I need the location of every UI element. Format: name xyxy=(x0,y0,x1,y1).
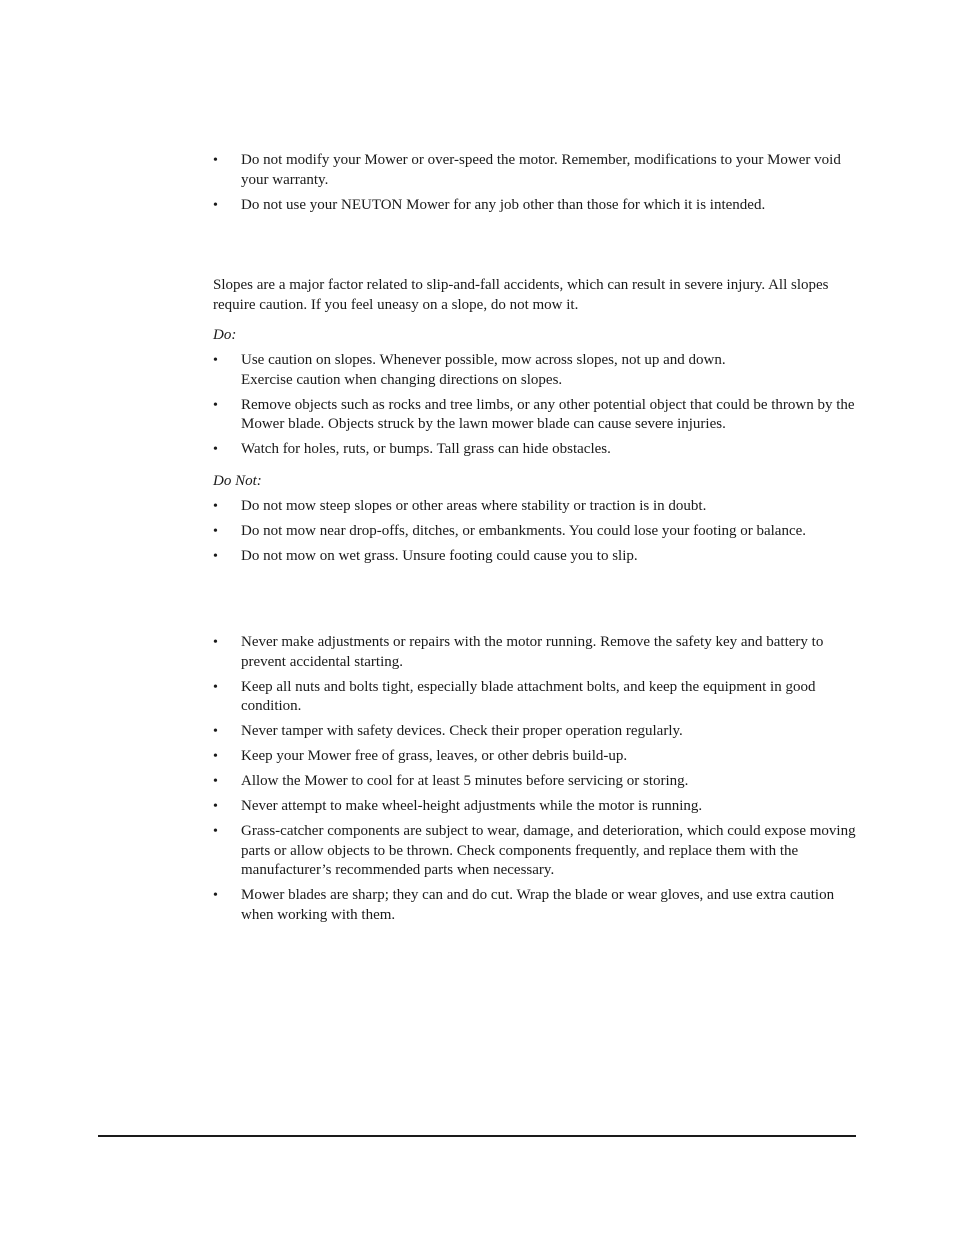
slopes-section xyxy=(213,276,858,315)
maintenance-section xyxy=(213,633,858,931)
list-item: • Use caution on slopes. Whenever possible, mow across slopes, not up and down. Exercise caution when changing directions on slopes. xyxy=(213,351,858,390)
footer-rule xyxy=(98,1135,856,1137)
list-item: • Watch for holes, ruts, or bumps. Tall grass can hide obstacles. xyxy=(213,440,858,460)
general-safety-list xyxy=(213,151,858,215)
list-item: • Allow the Mower to cool for at least 5 minutes before servicing or storing. xyxy=(213,772,858,792)
list-item: • Do not use your NEUTON Mower for any job other than those for which it is intended. xyxy=(213,196,858,216)
list-item: • Remove objects such as rocks and tree limbs, or any other potential object that could be thrown by the Mower blade. Objects struck by the lawn mower blade can cause severe injuries. xyxy=(213,396,858,435)
slopes-intro-paragraph: Slopes are a major factor related to slip-and-fall accidents, which can result in severe injury. All slopes require caution. If you feel uneasy on a slope, do not mow it. xyxy=(213,277,829,313)
slopes-do-not-list xyxy=(213,497,858,567)
do-not-label: Do Not: xyxy=(213,473,262,489)
list-item: • Do not mow on wet grass. Unsure footing could cause you to slip. xyxy=(213,547,858,567)
list-item: • Grass-catcher components are subject to wear, damage, and deterioration, which could expose moving parts or allow objects to be thrown. Check components frequently, and replace them with the manufacturer’s recommended parts when necessary. xyxy=(213,822,858,881)
do-label: Do: xyxy=(213,327,237,343)
list-item: • Never attempt to make wheel-height adjustments while the motor is running. xyxy=(213,797,858,817)
list-item: • Keep your Mower free of grass, leaves, or other debris build-up. xyxy=(213,747,858,767)
slopes-do-list xyxy=(213,351,858,460)
list-item: • Keep all nuts and bolts tight, especially blade attachment bolts, and keep the equipment in good condition. xyxy=(213,678,858,717)
slopes-do-section xyxy=(213,326,858,346)
list-item: • Do not mow near drop-offs, ditches, or embankments. You could lose your footing or balance. xyxy=(213,522,858,542)
slopes-do-list-block xyxy=(213,351,858,465)
slopes-do-not-section xyxy=(213,472,858,492)
list-item: • Never make adjustments or repairs with the motor running. Remove the safety key and battery to prevent accidental starting. xyxy=(213,633,858,672)
maintenance-list xyxy=(213,633,858,925)
slopes-do-not-list-block xyxy=(213,497,858,572)
general-safety-section xyxy=(213,151,858,221)
list-item: • Mower blades are sharp; they can and do cut. Wrap the blade or wear gloves, and use extra caution when working with them. xyxy=(213,886,858,925)
list-item: • Do not modify your Mower or over-speed the motor. Remember, modifications to your Mower void your warranty. xyxy=(213,151,858,190)
list-item: • Do not mow steep slopes or other areas where stability or traction is in doubt. xyxy=(213,497,858,517)
list-item: • Never tamper with safety devices. Check their proper operation regularly. xyxy=(213,722,858,742)
